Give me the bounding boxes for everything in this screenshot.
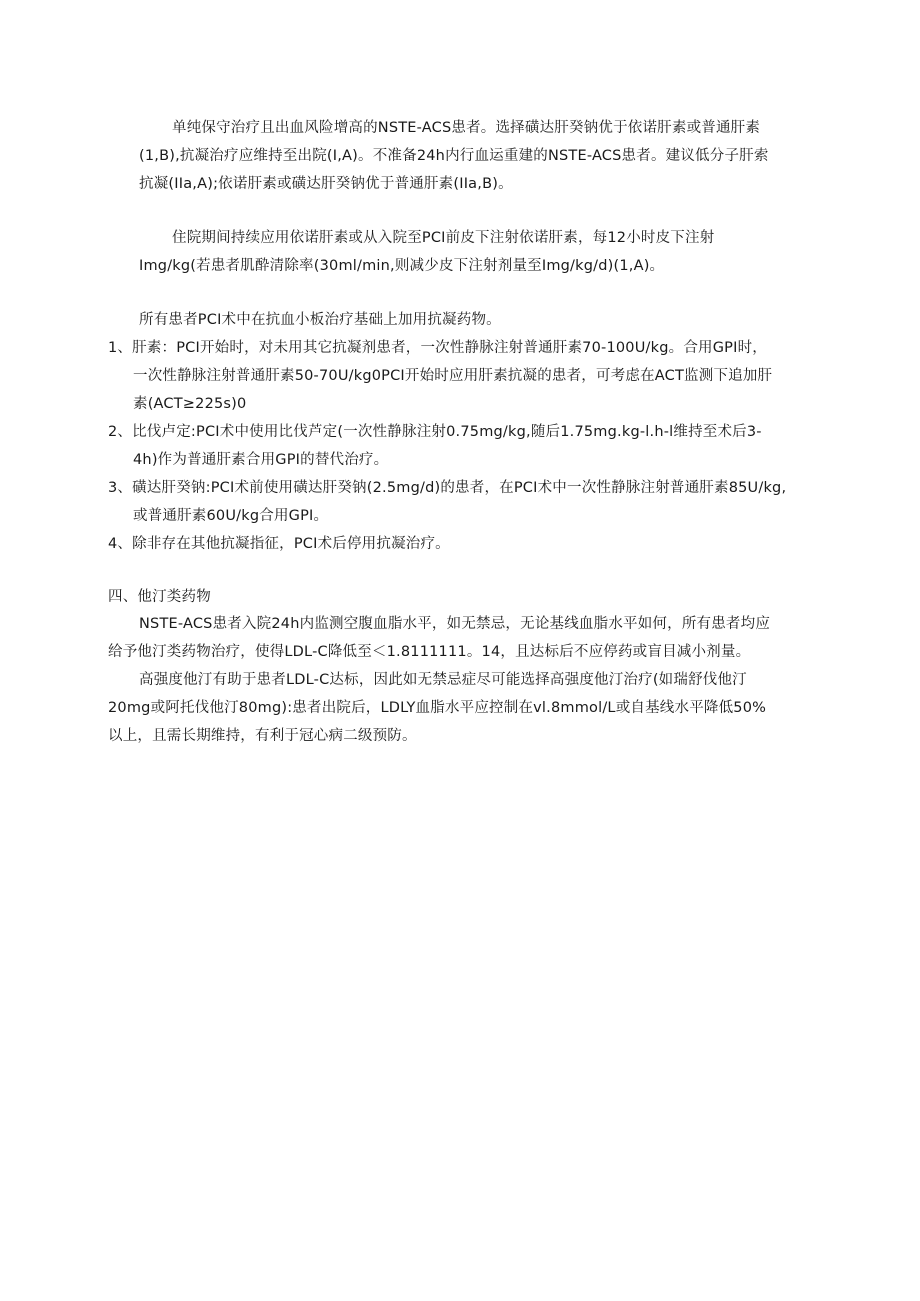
paragraph3-item2-line1: 2、比伐卢定:PCI术中使用比伐芦定(一次性静脉注射0.75mg/kg,随后1.75mg.kg-l.h-l维持至术后3- — [108, 424, 762, 440]
section4-para2-line3: 以上，且需长期维持，有利于冠心病二级预防。 — [108, 728, 417, 744]
paragraph3-item1-line3: 素(ACT≥225s)0 — [133, 396, 247, 412]
paragraph3-item1-line2: 一次性静脉注射普通肝素50-70U/kg0PCI开始时应用肝素抗凝的患者，可考虑在ACT监测下追加肝 — [133, 368, 773, 384]
section4-para2-line2: 20mg或阿托伐他汀80mg):患者出院后，LDLY血脂水平应控制在vl.8mmol/L或自基线水平降低50% — [108, 700, 767, 716]
section4-para1-line1: NSTE-ACS患者入院24h内监测空腹血脂水平，如无禁忌，无论基线血脂水平如何，所有患者均应 — [139, 616, 771, 632]
paragraph3-item3-line1: 3、磺达肝癸钠:PCI术前使用磺达肝癸钠(2.5mg/d)的患者，在PCI术中一次性静脉注射普通肝素85U/kg, — [108, 480, 787, 496]
section4-para2-line1: 高强度他汀有助于患者LDL-C达标，因此如无禁忌症尽可能选择高强度他汀治疗(如瑞舒伐他汀 — [139, 672, 747, 688]
paragraph1-line3: 抗凝(IIa,A);依诺肝素或磺达肝癸钠优于普通肝素(IIa,B)。 — [139, 176, 513, 192]
paragraph3-item3-line2: 或普通肝素60U/kg合用GPI。 — [133, 508, 329, 524]
section4-para1-line2: 给予他汀类药物治疗，使得LDL-C降低至＜1.8111111。14，且达标后不应停药或盲目减小剂量。 — [108, 644, 751, 660]
paragraph3-item2-line2: 4h)作为普通肝素合用GPI的替代治疗。 — [133, 452, 389, 468]
paragraph3-item4: 4、除非存在其他抗凝指征，PCI术后停用抗凝治疗。 — [108, 536, 450, 552]
paragraph1-line1: 单纯保守治疗且出血风险增高的NSTE-ACS患者。选择磺达肝癸钠优于依诺肝素或普通肝素 — [172, 120, 761, 136]
paragraph3-item1-line1: 1、肝素：PCI开始时，对未用其它抗凝剂患者，一次性静脉注射普通肝素70-100U/kg。合用GPI时， — [108, 340, 767, 356]
paragraph1-line2: (1,B),抗凝治疗应维持至出院(I,A)。不准备24h内行血运重建的NSTE-ACS患者。建议低分子肝索 — [139, 148, 769, 164]
paragraph2-line2: Img/kg(若患者肌酔清除率(30ml/min,则减少皮下注射剂量至Img/kg/d)(1,A)。 — [139, 258, 665, 274]
paragraph3-intro: 所有患者PCI术中在抗血小板治疗基础上加用抗凝药物。 — [139, 312, 501, 328]
paragraph2-line1: 住院期间持续应用依诺肝素或从入院至PCI前皮下注射依诺肝素，每12小时皮下注射 — [172, 230, 715, 246]
section4-heading: 四、他汀类药物 — [108, 589, 211, 605]
